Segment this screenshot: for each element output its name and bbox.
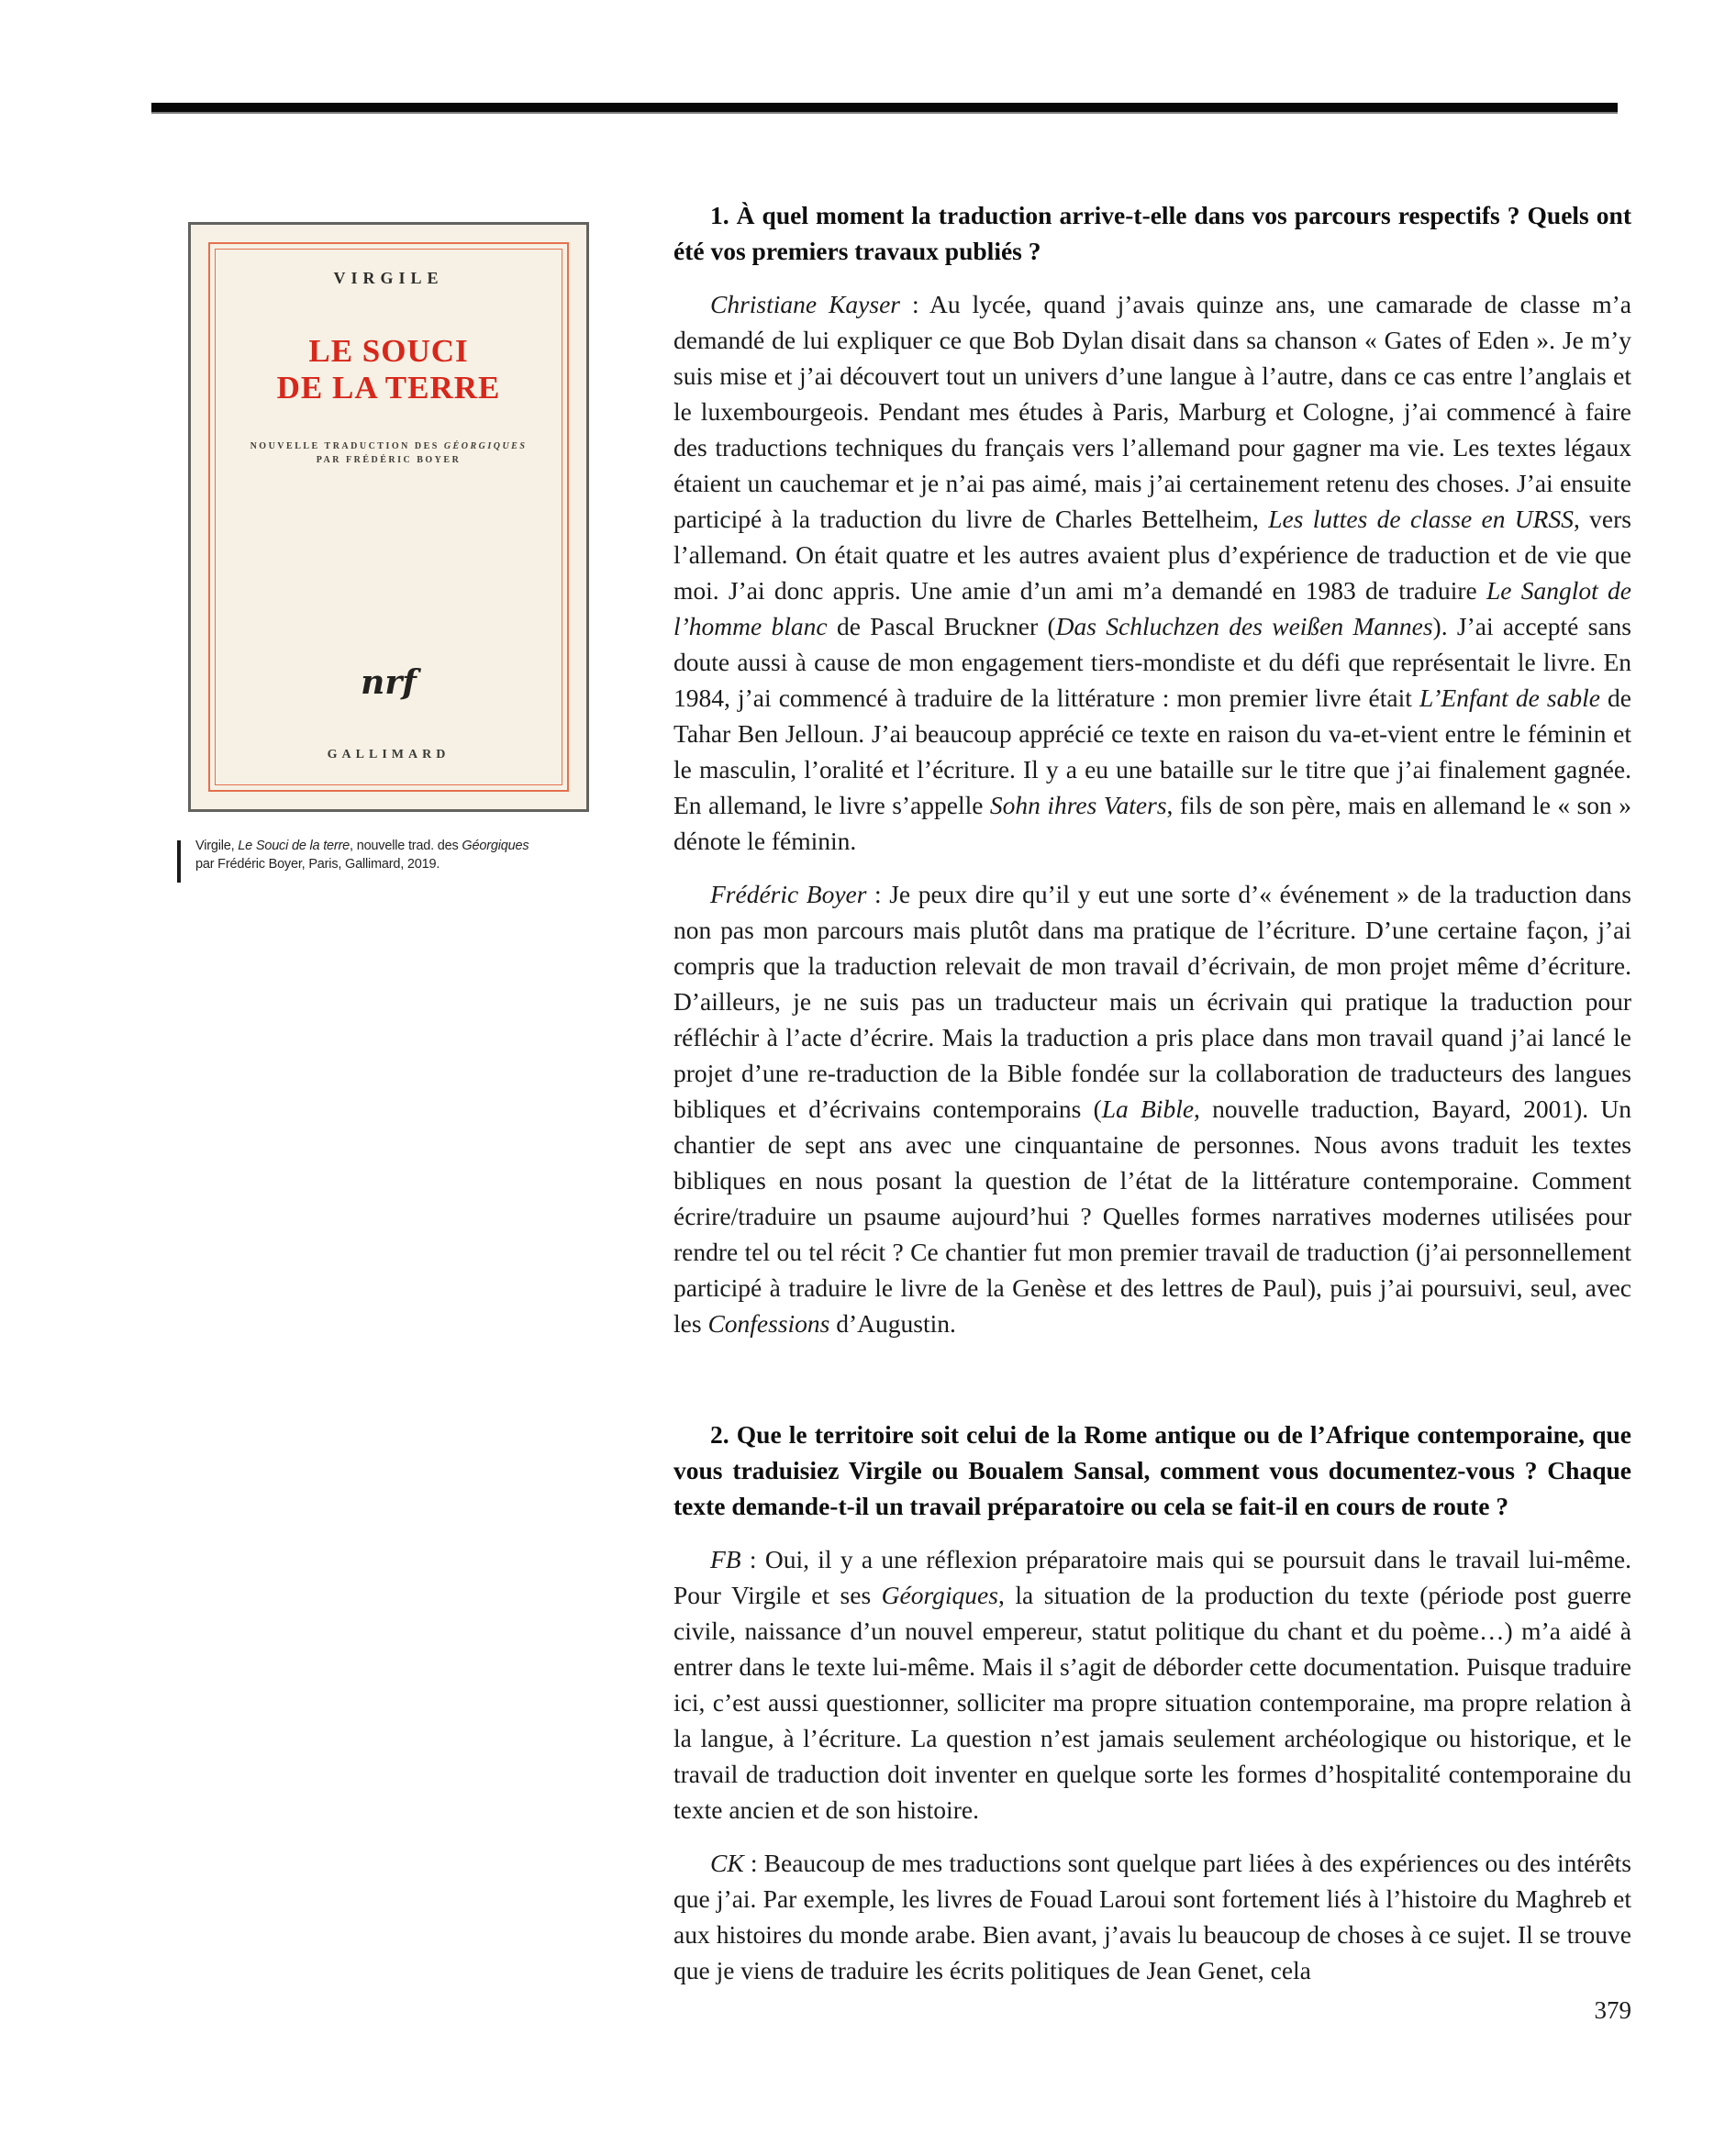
cover-title-line1: LE SOUCI: [308, 333, 469, 369]
page-number: 379: [1594, 1996, 1631, 2024]
answer-paragraph: [673, 1845, 1631, 1988]
text-segment: , nouvelle trad. des: [350, 839, 462, 853]
cover-author: VIRGILE: [333, 269, 444, 287]
article-paragraphs: [673, 197, 1631, 1988]
text-segment: , nouvelle traduction, Bayard, 2001). Un chantier de sept ans avec une cinquantaine de personnes. Nous avons traduit les textes bibliques en nous posant la question de l’état de la littérature contemporaine. Comment écrire/traduire un psaume aujourd’hui ? Quelles formes narratives modernes utilisées pour rendre tel ou tel récit ? Ce chantier fut mon premier travail de traduction (j’ai personnellement participé à traduire le livre de la Genèse et des lettres de Paul), puis j’ai poursuivi, seul, avec les: [673, 1095, 1631, 1338]
text-segment: La Bible: [1101, 1095, 1195, 1123]
answer-paragraph: [673, 286, 1631, 859]
text-segment: , fils de son père, mais en allemand le « son » dénote le féminin.: [673, 791, 1631, 855]
figure-caption: [177, 837, 608, 873]
text-segment: FB: [710, 1545, 741, 1573]
text-segment: : Je peux dire qu’il y eut une sorte d’« événement » de la traduction dans non pas mon parcours mais plutôt dans ma pratique de l’écriture. D’une certaine façon, j’ai compris que la traduction relevait de mon travail d’écrivain, de mon projet même d’écriture. D’ailleurs, je ne suis pas un traducteur mais un écrivain qui pratique la traduction pour réfléchir à l’acte d’écrire. Mais la traduction a pris place dans mon travail quand j’ai lancé le projet d’une re-traduction de la Bible fondée sur la collaboration de traducteurs des langues bibliques et d’écrivains contemporains (: [673, 880, 1632, 1123]
text-segment: Le Souci de la terre: [238, 839, 351, 853]
text-segment: , la situation de la production du texte (période post guerre civile, naissance d’un nouvel empereur, statut politique du chant et du poème…) m’a aidé à entrer dans le texte lui-même. Mais il s’agit de déborder cette documentation. Puisque traduire ici, c’est aussi questionner, solliciter ma propre situation contemporaine, ma propre relation à la langue, à l’écriture. La question n’est jamais seulement archéologique ou historique, et le travail de traduction doit inventer en quelque sorte les formes d’hospitalité contemporaine du texte ancien et de son histoire.: [673, 1581, 1631, 1824]
answer-paragraph: [673, 876, 1631, 1341]
text-segment: NOUVELLE TRADUCTION DES: [250, 441, 444, 451]
book-cover: [188, 222, 589, 812]
cover-title: [191, 333, 586, 406]
caption-line: [195, 855, 608, 873]
text-segment: Virgile,: [195, 839, 239, 853]
cover-publisher: GALLIMARD: [327, 748, 451, 761]
answer-paragraph: [673, 1541, 1631, 1828]
text-segment: Sohn ihres Vaters: [989, 791, 1167, 819]
text-segment: Les luttes de classe en URSS: [1268, 505, 1574, 533]
caption-text: [195, 837, 608, 873]
text-segment: 2. Que le territoire soit celui de la Rome antique ou de l’Afrique contemporaine, que vous traduisiez Virgile ou Boualem Sansal, comment vous documentez-vous ? Chaque texte demande-t-il un travail préparatoire ou cela se fait-il en cours de route ?: [673, 1420, 1631, 1520]
text-segment: 1. À quel moment la traduction arrive-t-elle dans vos parcours respectifs ? Quels ont été vos premiers travaux publiés ?: [673, 201, 1631, 265]
text-segment: d’Augustin.: [829, 1309, 956, 1338]
nrf-logo: nrf: [361, 663, 417, 702]
text-segment: : Oui, il y a une réflexion préparatoire mais qui se poursuit dans le travail lui-même. Pour Virgile et ses: [673, 1545, 1631, 1609]
question-paragraph: [673, 1417, 1631, 1524]
text-segment: Das Schluchzen des weißen Mannes: [1055, 612, 1433, 640]
text-segment: de Tahar Ben Jelloun. J’ai beaucoup apprécié ce texte en raison du va-et-vient entre le féminin et le masculin, l’oralité et l’écriture. Il y a eu une bataille sur le titre que j’ai finalement gagnée. En allemand, le livre s’appelle: [673, 683, 1631, 819]
cover-subtitle-line1: [191, 439, 586, 453]
cover-subtitle: [191, 439, 586, 467]
caption-bar: [177, 840, 181, 883]
text-segment: Géorgiques: [881, 1581, 998, 1609]
text-segment: , vers l’allemand. On était quatre et les autres avaient plus d’expérience de traduction et de vie que moi. J’ai donc appris. Une amie d’un ami m’a demandé en 1983 de traduire: [673, 505, 1631, 605]
text-segment: : Au lycée, quand j’avais quinze ans, une camarade de classe m’a demandé de lui expliquer ce que Bob Dylan disait dans sa chanson « Gates of Eden ». Je m’y suis mise et j’ai découvert tout un univers d’une langue à l’autre, dans ce cas entre l’anglais et le luxembourgeois. Pendant mes études à Paris, Marburg et Cologne, j’ai commencé à faire des traductions techniques du français vers l’allemand pour gagner ma vie. Les textes légaux étaient un cauchemar et je n’ai pas aimé, mais j’ai certainement retenu des choses. J’ai ensuite participé à la traduction du livre de Charles Bettelheim,: [673, 290, 1631, 533]
text-segment: Géorgiques: [462, 839, 529, 853]
text-segment: ). J’ai accepté sans doute aussi à cause de mon engagement tiers-mondiste et du défi que représentait le livre. En 1984, j’ai commencé à traduire de la littérature : mon premier livre était: [673, 612, 1632, 712]
caption-line: [195, 837, 608, 855]
text-segment: Christiane Kayser: [710, 290, 900, 318]
text-segment: par Frédéric Boyer, Paris, Gallimard, 2019.: [195, 857, 440, 872]
text-segment: GÉORGIQUES: [443, 441, 528, 451]
header-rule: [151, 103, 1618, 114]
text-segment: CK: [710, 1849, 744, 1877]
question-paragraph: [673, 197, 1631, 269]
text-segment: L’Enfant de sable: [1419, 683, 1600, 712]
cover-title-line2: DE LA TERRE: [276, 370, 501, 406]
cover-subtitle-line2: PAR FRÉDÉRIC BOYER: [316, 455, 462, 465]
text-segment: : Beaucoup de mes traductions sont quelque part liées à des expériences ou des intérêts que j’ai. Par exemple, les livres de Fouad Laroui sont fortement liés à l’histoire du Maghreb et aux histoires du monde arabe. Bien avant, j’avais lu beaucoup de choses à ce sujet. Il se trouve que je viens de traduire les écrits politiques de Jean Genet, cela: [673, 1849, 1631, 1984]
article-column: [673, 197, 1631, 1988]
text-segment: Frédéric Boyer: [710, 880, 867, 908]
cover-frame-inner: [215, 249, 562, 785]
text-segment: Confessions: [707, 1309, 830, 1338]
text-segment: Le Sanglot de l’homme blanc: [673, 576, 1631, 640]
text-segment: de Pascal Bruckner (: [827, 612, 1056, 640]
